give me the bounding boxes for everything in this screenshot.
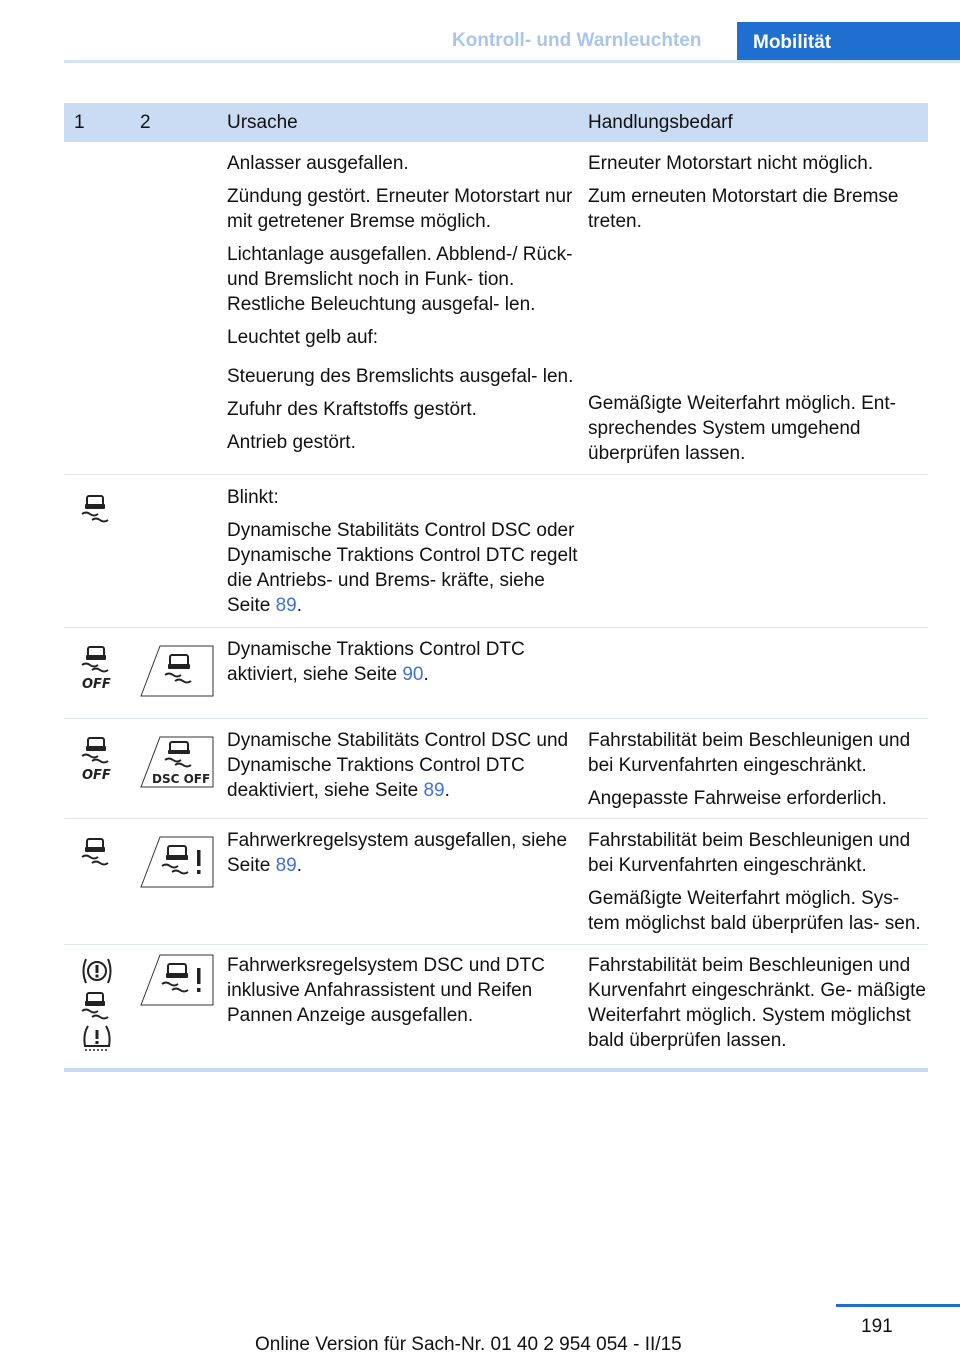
action-text: Angepasste Fahrweise erforderlich. [588,788,887,809]
cause-text-body: Dynamische Traktions Control DTC aktiviert, siehe Seite [227,639,525,685]
cause-cell [226,953,587,1054]
icon-cell-2 [140,828,226,936]
cause-text: Lichtanlage ausgefallen. Abblend-/ Rück- und Bremslicht noch in Funk- tion. Restliche Beleuchtung ausgefal- len. [227,244,573,315]
cause-text: Steuerung des Bremslichts ausgefal- len. [227,366,574,387]
icon-cell-2 [140,485,226,618]
icon-cell-1 [64,485,140,618]
page-link[interactable]: 89 [275,595,297,616]
table-header [64,103,928,142]
section-title: Kontroll- und Warnleuchten [452,30,702,51]
tab-mobilitaet[interactable]: Mobilität [737,22,960,62]
cause-text [227,728,587,803]
brake-dsc-tire-icons [80,956,140,1054]
column-header-1: 1 [74,112,85,133]
icon-cell-1 [64,637,140,704]
column-header-2: 2 [140,112,151,133]
action-text: Erneuter Motorstart nicht möglich. [588,153,874,174]
cause-cell [226,637,587,704]
dsc-off-label-icon [140,736,214,788]
table-row [64,142,928,475]
page-link[interactable]: 89 [275,855,297,876]
dsc-off-label: DSC OFF [152,772,211,786]
page-link[interactable]: 90 [402,664,424,685]
cause-cell [226,151,587,466]
cause-cell [226,728,587,811]
dsc-skid-icon [80,836,110,866]
cause-text: Zufuhr des Kraftstoffs gestört. [227,399,477,420]
action-text: Fahrstabilität beim Beschleunigen und bei Kurvenfahrten eingeschränkt. [588,830,911,876]
cause-text: Anlasser ausgefallen. [227,153,409,174]
cause-text: Leuchtet gelb auf: [227,327,379,348]
table-row [64,628,928,719]
chassis-warning-icon [140,954,214,1006]
column-header-action: Handlungsbedarf [588,112,733,133]
icon-cell-1 [64,828,140,936]
action-text: Fahrstabilität beim Beschleunigen und Kurvenfahrt eingeschränkt. Ge- mäßigte Weiterfahrt möglich. System möglichst bald überprüfen lassen. [588,955,926,1051]
icon-cell-1 [64,151,140,466]
icon-cell-2 [140,953,226,1054]
column-header-cause: Ursache [227,112,298,133]
warning-lights-table [64,103,928,1072]
dsc-skid-icon [80,493,110,523]
footer-divider [836,1304,960,1307]
brake-warning-icon [80,956,114,986]
action-text: Fahrstabilität beim Beschleunigen und bei Kurvenfahrten eingeschränkt. [588,730,911,776]
punctuation: . [296,595,303,616]
action-cell [587,728,928,811]
action-cell [587,485,928,618]
table-row [64,819,928,945]
tire-pressure-icon [80,1022,114,1054]
chassis-warning-icon [140,836,214,888]
cause-text: Antrieb gestört. [227,432,356,453]
dsc-skid-icon [80,990,110,1020]
action-text: Gemäßigte Weiterfahrt möglich. Ent- sprechendes System umgehend überprüfen lassen. [588,393,896,464]
icon-cell-1 [64,953,140,1054]
action-cell [587,637,928,704]
icon-cell-1 [64,728,140,811]
icon-cell-2 [140,637,226,704]
icon-cell-2 [140,151,226,466]
punctuation: . [423,664,429,685]
punctuation: . [444,780,450,801]
dsc-off-icon [80,736,112,782]
cause-text: Fahrwerksregelsystem DSC und DTC inklusive Anfahrassistent und Reifen Pannen Anzeige ausgefallen. [227,955,545,1026]
table-row [64,945,928,1072]
cause-text: Blinkt: [227,487,279,508]
cause-text-body: Fahrwerkregelsystem ausgefallen, siehe Seite [227,830,568,876]
punctuation: . [296,855,303,876]
action-cell [587,151,928,466]
cause-text-body: Dynamische Stabilitäts Control DSC und Dynamische Traktions Control DTC deaktiviert, siehe Seite [227,730,569,801]
cause-cell [226,828,587,936]
page-link[interactable]: 89 [423,780,445,801]
cause-text: Zündung gestört. Erneuter Motorstart nur mit getretener Bremse möglich. [227,186,573,232]
table-row [64,719,928,819]
header-divider [64,60,960,63]
action-cell [587,828,928,936]
action-cell [587,953,928,1054]
table-row [64,475,928,628]
page-header [0,0,960,62]
cause-text-body: Dynamische Stabilitäts Control DSC oder Dynamische Traktions Control DTC regelt die Antriebs- und Brems- kräfte, siehe Seite [227,520,578,616]
svg-text:OFF: OFF [82,768,111,782]
cause-text [227,637,587,687]
action-text: Zum erneuten Motorstart die Bremse treten. [588,186,899,232]
page-number: 191 [861,1316,893,1337]
dtc-icon [140,645,214,697]
cause-text [227,518,587,618]
svg-text:OFF: OFF [82,677,111,691]
action-text: Gemäßigte Weiterfahrt möglich. Sys- tem möglichst bald überprüfen las- sen. [588,888,921,934]
icon-cell-2 [140,728,226,811]
online-version-note: Online Version für Sach-Nr. 01 40 2 954 054 - II/15 [255,1334,682,1355]
cause-text [227,828,587,878]
dsc-off-icon [80,645,112,691]
cause-cell [226,485,587,618]
